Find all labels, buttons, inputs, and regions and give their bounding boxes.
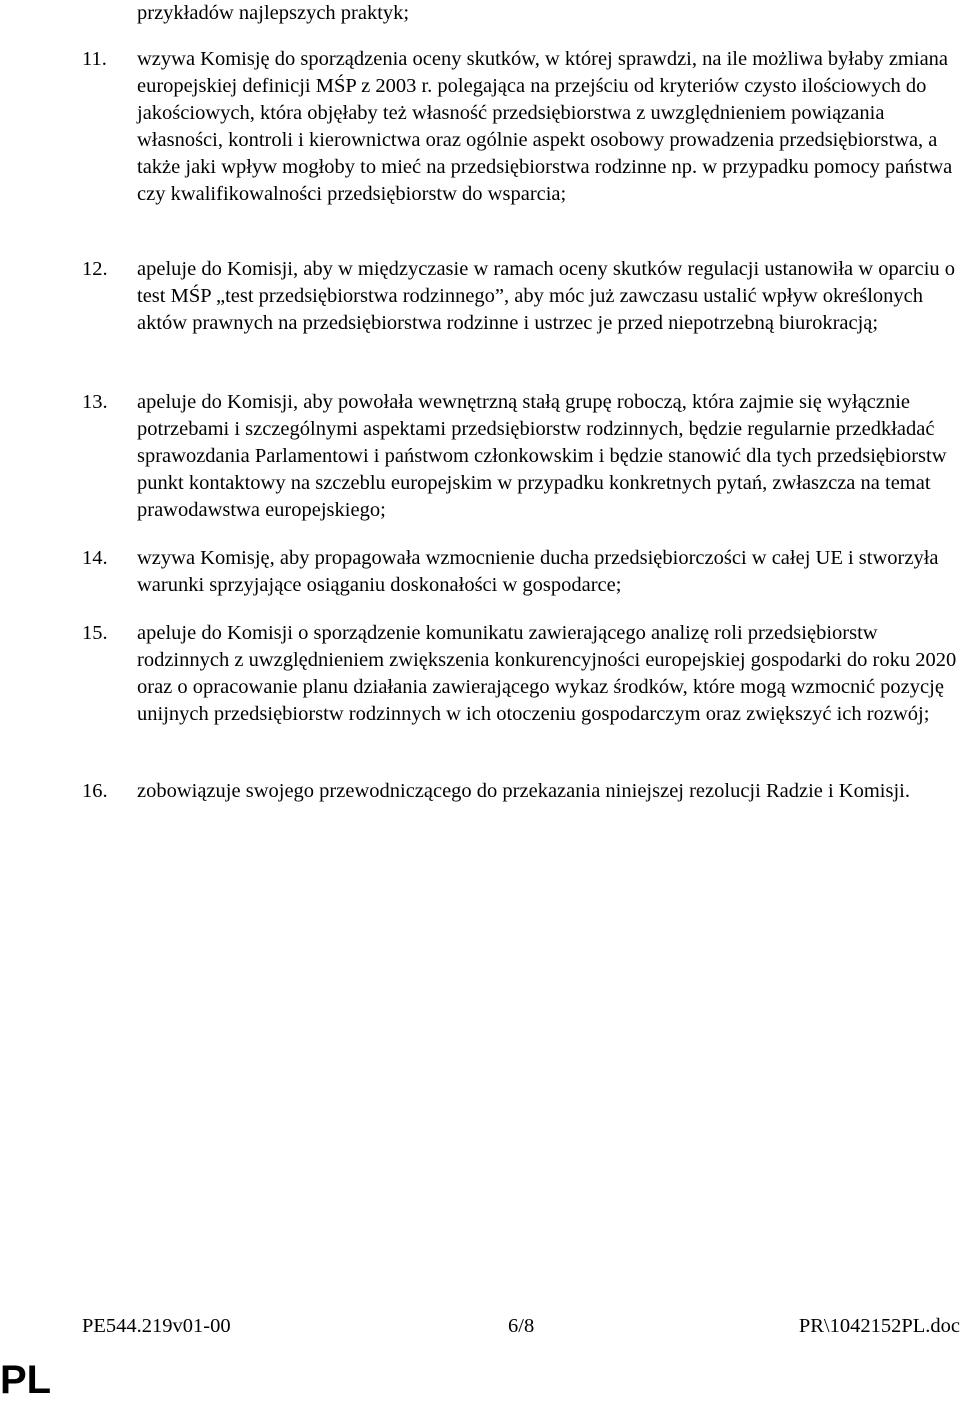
paragraph-number: 13. xyxy=(82,391,108,413)
paragraph-number: 16. xyxy=(82,780,108,802)
paragraph-text: apeluje do Komisji o sporządzenie komunikatu zawierającego analizę roli przedsiębiorstw rodzinnych z uwzględnieniem zwiększenia konkurencyjności europejskiej gospodarki do roku 2020 oraz o opracowanie planu działania zawierającego wykaz środków, które mogą wzmocnić pozycję unijnych przedsiębiorstw rodzinnych w ich otoczeniu gospodarczym oraz zwiększyć ich rozwój; xyxy=(137,622,957,725)
paragraph-13 xyxy=(82,389,960,524)
paragraph-12 xyxy=(82,256,960,337)
page-number: 6/8 xyxy=(508,1315,535,1337)
paragraph-text: wzywa Komisję, aby propagowała wzmocnienie ducha przedsiębiorczości w całej UE i stworzyła warunki sprzyjające osiąganiu doskonałości w gospodarce; xyxy=(137,547,939,596)
paragraph-14 xyxy=(82,545,960,599)
paragraph-number: 11. xyxy=(82,48,107,70)
paragraph-number: 15. xyxy=(82,622,108,644)
paragraph-number: 12. xyxy=(82,258,108,280)
paragraph-text: apeluje do Komisji, aby w międzyczasie w ramach oceny skutków regulacji ustanowiła w oparciu o test MŚP „test przedsiębiorstwa rodzinnego”, aby móc już zawczasu ustalić wpływ określonych aktów prawnych na przedsiębiorstwa rodzinne i ustrzec je przed niepotrzebną biurokracją; xyxy=(137,258,956,334)
paragraph-number: 14. xyxy=(82,547,108,569)
page-footer xyxy=(82,1312,960,1340)
paragraph-11 xyxy=(82,46,960,208)
paragraph-15 xyxy=(82,620,960,728)
paragraph-text: zobowiązuje swojego przewodniczącego do przekazania niniejszej rezolucji Radzie i Komisji. xyxy=(137,780,910,802)
continuation-text: przykładów najlepszych praktyk; xyxy=(137,2,410,24)
paragraph-16 xyxy=(82,778,960,805)
paragraph-text: apeluje do Komisji, aby powołała wewnętrzną stałą grupę roboczą, która zajmie się wyłącznie potrzebami i szczególnymi aspektami przedsiębiorstw rodzinnych, będzie regularnie przedkładać sprawozdania Parlamentowi i państwom członkowskim i będzie stanowić dla tych przedsiębiorstw punkt kontaktowy na szczeblu europejskim w przypadku konkretnych pytań, zwłaszcza na temat prawodawstwa europejskiego; xyxy=(137,391,947,521)
file-name: PR\1042152PL.doc xyxy=(798,1315,960,1337)
document-reference: PE544.219v01-00 xyxy=(82,1315,231,1337)
language-code: PL xyxy=(0,1358,52,1402)
paragraph-text: wzywa Komisję do sporządzenia oceny skutków, w której sprawdzi, na ile możliwa byłaby zmiana europejskiej definicji MŚP z 2003 r. polegająca na przejściu od kryteriów czysto ilościowych do jakościowych, która objęłaby też własność przedsiębiorstwa z uwzględnieniem powiązania własności, kontroli i kierownictwa oraz ogólnie aspekt osobowy prowadzenia przedsiębiorstwa, a także jaki wpływ mogłoby to mieć na przedsiębiorstwa rodzinne np. w przypadku pomocy państwa czy kwalifikowalności przedsiębiorstw do wsparcia; xyxy=(137,48,953,205)
